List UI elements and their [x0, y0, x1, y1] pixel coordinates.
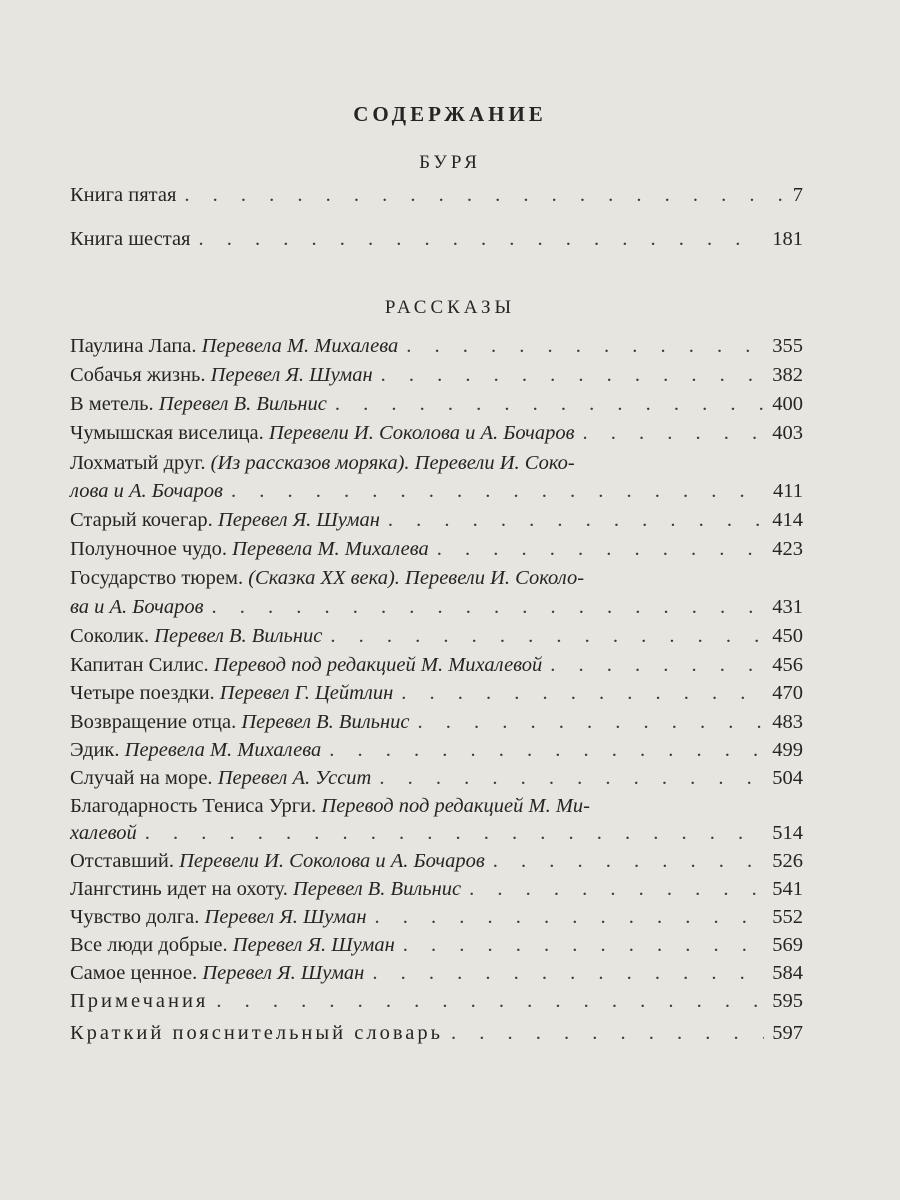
- dot-leader: [451, 1020, 764, 1046]
- toc-entry[interactable]: [70, 848, 803, 874]
- dot-leader: [401, 680, 764, 706]
- dot-leader: [381, 362, 765, 388]
- dot-leader: [493, 848, 764, 874]
- entry-title: Четыре поездки.: [70, 682, 215, 704]
- toc-entry-line2[interactable]: [70, 594, 803, 620]
- entry-title: Капитан Силис.: [70, 654, 209, 676]
- entry-translator-continued: халевой: [70, 822, 137, 844]
- toc-entry-notes[interactable]: [70, 988, 803, 1014]
- entry-translator: Перевел Я. Шуман: [217, 509, 380, 531]
- entry-title: Эдик.: [70, 739, 120, 761]
- entry-translator: (Сказка XX века). Перевели И. Соколо-: [248, 567, 585, 589]
- dot-leader: [418, 709, 765, 735]
- toc-entry[interactable]: [70, 765, 803, 791]
- toc-entry-line2[interactable]: [70, 478, 803, 504]
- entry-translator: Перевел В. Вильнис: [154, 625, 323, 647]
- dot-leader: [329, 737, 764, 763]
- toc-entry[interactable]: [70, 536, 803, 562]
- toc-entry[interactable]: [70, 737, 803, 763]
- entry-translator-continued: лова и А. Бочаров: [70, 480, 223, 502]
- dot-leader: [406, 333, 764, 359]
- page-number: 504: [772, 767, 803, 789]
- toc-entry-glossary[interactable]: [70, 1020, 803, 1046]
- entry-translator: Перевела М. Михалева: [124, 739, 322, 761]
- dot-leader: [231, 478, 765, 504]
- page-number: 456: [772, 654, 803, 676]
- dot-leader: [198, 226, 764, 252]
- page-number: 483: [772, 711, 803, 733]
- entry-title: Краткий пояснительный словарь: [70, 1022, 443, 1044]
- dot-leader: [212, 594, 765, 620]
- entry-translator: Перевел Я. Шуман: [232, 934, 395, 956]
- page-number: 7: [792, 184, 803, 206]
- entry-translator: Перевел В. Вильнис: [292, 878, 462, 900]
- entry-title: Примечания: [70, 990, 209, 1012]
- entry-translator: Перевод под редакцией М. Михалевой: [213, 654, 543, 676]
- toc-entry-line1[interactable]: [70, 565, 803, 591]
- page-number: 470: [772, 682, 803, 704]
- entry-title: Все люди добрые.: [70, 934, 228, 956]
- entry-title: В метель.: [70, 393, 154, 415]
- entry-title: Отставший.: [70, 850, 174, 872]
- dot-leader: [469, 876, 764, 902]
- toc-entry[interactable]: [70, 226, 803, 252]
- entry-title: Самое ценное.: [70, 962, 198, 984]
- dot-leader: [184, 182, 784, 208]
- section-heading-burya: БУРЯ: [419, 152, 481, 173]
- page-number: 431: [772, 596, 803, 618]
- entry-title: Лангстинь идет на охоту.: [70, 878, 288, 900]
- entry-title: Благодарность Тениса Урги.: [70, 795, 317, 817]
- page-number: 597: [772, 1022, 803, 1044]
- page-number: 382: [772, 364, 803, 386]
- page-number: 400: [772, 393, 803, 415]
- toc-entry-line1[interactable]: [70, 793, 803, 819]
- toc-entry[interactable]: [70, 904, 803, 930]
- toc-entry[interactable]: [70, 709, 803, 735]
- dot-leader: [388, 507, 764, 533]
- entry-translator: Перевел В. Вильнис: [241, 711, 410, 733]
- page-number: 541: [772, 878, 803, 900]
- entry-translator: Перевела М. Михалева: [201, 335, 399, 357]
- dot-leader: [379, 765, 764, 791]
- entry-title: Старый кочегар.: [70, 509, 213, 531]
- entry-translator: Перевел Г. Цейтлин: [219, 682, 394, 704]
- entry-translator: Перевел Я. Шуман: [210, 364, 373, 386]
- entry-translator: Перевел Я. Шуман: [204, 906, 367, 928]
- page-number: 411: [773, 480, 803, 502]
- toc-entry[interactable]: [70, 182, 803, 208]
- page-number: 552: [772, 906, 803, 928]
- entry-title: Книга пятая: [70, 184, 177, 206]
- toc-entry-line1[interactable]: [70, 450, 803, 476]
- toc-entry[interactable]: [70, 507, 803, 533]
- toc-entry[interactable]: [70, 652, 803, 678]
- page-number: 514: [772, 822, 803, 844]
- page-number: 526: [772, 850, 803, 872]
- page-number: 569: [772, 934, 803, 956]
- entry-title: Государство тюрем.: [70, 567, 244, 589]
- entry-title: Лохматый друг.: [70, 452, 206, 474]
- page-number: 355: [772, 335, 803, 357]
- entry-title: Чувство долга.: [70, 906, 200, 928]
- entry-title: Случай на море.: [70, 767, 213, 789]
- entry-title: Собачья жизнь.: [70, 364, 206, 386]
- dot-leader: [403, 932, 764, 958]
- toc-entry[interactable]: [70, 333, 803, 359]
- toc-entry[interactable]: [70, 420, 803, 446]
- toc-entry-line2[interactable]: [70, 820, 803, 846]
- entry-title: Возвращение отца.: [70, 711, 237, 733]
- page-number: 403: [772, 422, 803, 444]
- entry-translator: Перевели И. Соколова и А. Бочаров: [268, 422, 575, 444]
- entry-translator: Перевела М. Михалева: [232, 538, 429, 560]
- dot-leader: [583, 420, 765, 446]
- page-number: 414: [772, 509, 803, 531]
- entry-translator: Перевод под редакцией М. Ми-: [321, 795, 590, 817]
- page-title: СОДЕРЖАНИЕ: [353, 102, 547, 126]
- toc-entry[interactable]: [70, 623, 803, 649]
- dot-leader: [216, 988, 764, 1014]
- page-number: 584: [772, 962, 803, 984]
- dot-leader: [372, 960, 764, 986]
- toc-entry[interactable]: [70, 876, 803, 902]
- entry-translator: Перевел А. Уссит: [217, 767, 372, 789]
- entry-translator: Перевели И. Соколова и А. Бочаров: [179, 850, 485, 872]
- page-number: 499: [772, 739, 803, 761]
- dot-leader: [375, 904, 765, 930]
- toc-entry[interactable]: [70, 680, 803, 706]
- entry-title: Чумышская виселица.: [70, 422, 264, 444]
- toc-entry[interactable]: [70, 362, 803, 388]
- entry-title: Книга шестая: [70, 228, 191, 250]
- page-number: 595: [772, 990, 803, 1012]
- entry-title: Полуночное чудо.: [70, 538, 228, 560]
- dot-leader: [437, 536, 764, 562]
- entry-title: Паулина Лапа.: [70, 335, 197, 357]
- entry-translator: Перевел Я. Шуман: [202, 962, 365, 984]
- dot-leader: [550, 652, 764, 678]
- toc-entry[interactable]: [70, 960, 803, 986]
- page-number: 181: [772, 228, 803, 250]
- entry-translator: Перевел В. Вильнис: [158, 393, 327, 415]
- toc-entry[interactable]: [70, 391, 803, 417]
- dot-leader: [335, 391, 764, 417]
- dot-leader: [145, 820, 764, 846]
- entry-translator: (Из рассказов моряка). Перевели И. Соко-: [210, 452, 575, 474]
- page-number: 423: [772, 538, 803, 560]
- entry-title: Соколик.: [70, 625, 150, 647]
- page-number: 450: [772, 625, 803, 647]
- entry-translator-continued: ва и А. Бочаров: [70, 596, 204, 618]
- toc-entry[interactable]: [70, 932, 803, 958]
- dot-leader: [330, 623, 764, 649]
- section-heading-rasskazy: РАССКАЗЫ: [384, 297, 516, 318]
